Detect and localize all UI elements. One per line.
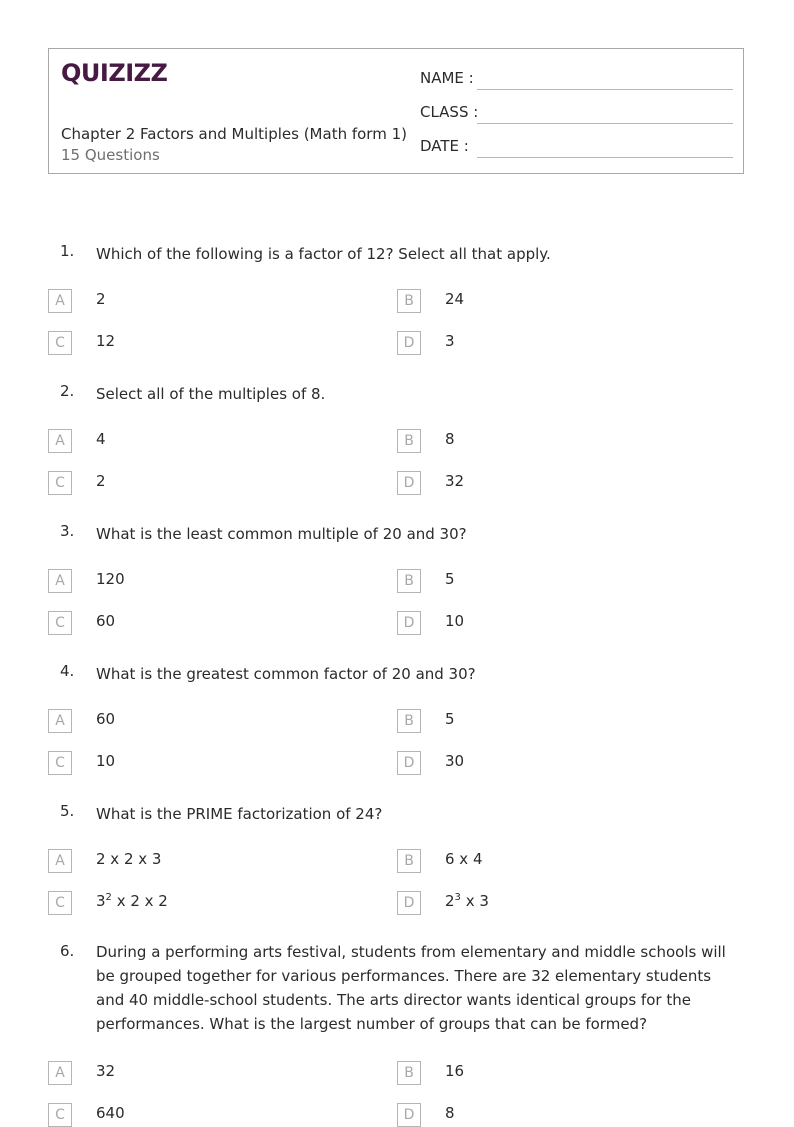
question-text: What is the PRIME factorization of 24? [96, 805, 383, 823]
option-letter[interactable]: D [397, 611, 421, 635]
name-field[interactable] [420, 69, 733, 89]
question-number: 2. [60, 382, 75, 400]
option-value: 2 [96, 472, 106, 490]
option-letter[interactable]: A [48, 849, 72, 873]
option-letter[interactable]: A [48, 709, 72, 733]
option-value [96, 892, 168, 910]
option-value: 16 [445, 1062, 465, 1080]
option-letter[interactable]: B [397, 289, 421, 313]
expression-rest: x 2 x 2 [111, 892, 168, 910]
question-number: 3. [60, 522, 75, 540]
option-letter[interactable]: B [397, 849, 421, 873]
date-line[interactable] [477, 157, 733, 158]
option-letter[interactable]: C [48, 1103, 72, 1127]
option-value: 6 x 4 [445, 850, 483, 868]
question-number: 4. [60, 662, 75, 680]
exponent: 3 [454, 892, 461, 903]
name-line[interactable] [477, 89, 733, 90]
option-value: 4 [96, 430, 106, 448]
option-value: 8 [445, 1104, 455, 1122]
option-value: 5 [445, 710, 455, 728]
option-letter[interactable]: B [397, 429, 421, 453]
question-number: 5. [60, 802, 75, 820]
option-value: 3 [445, 332, 455, 350]
option-letter[interactable]: C [48, 751, 72, 775]
question-text: Which of the following is a factor of 12? Select all that apply. [96, 245, 551, 263]
class-line[interactable] [477, 123, 733, 124]
option-value: 2 [96, 290, 106, 308]
option-letter[interactable]: D [397, 471, 421, 495]
date-label: DATE : [420, 137, 469, 155]
option-value: 10 [96, 752, 116, 770]
quizizz-logo: QUIZIZZ [61, 59, 168, 87]
expression-rest: x 3 [460, 892, 489, 910]
option-letter[interactable]: A [48, 429, 72, 453]
option-letter[interactable]: D [397, 751, 421, 775]
question-text: What is the least common multiple of 20 and 30? [96, 525, 467, 543]
option-letter[interactable]: C [48, 611, 72, 635]
question-text: What is the greatest common factor of 20 and 30? [96, 665, 476, 683]
option-letter[interactable]: B [397, 709, 421, 733]
question-number: 6. [60, 942, 75, 960]
option-letter[interactable]: C [48, 891, 72, 915]
option-value: 120 [96, 570, 125, 588]
question-count: 15 Questions [61, 146, 160, 164]
worksheet-header [48, 48, 744, 174]
option-letter[interactable]: B [397, 1061, 421, 1085]
class-field[interactable] [420, 103, 733, 123]
exponent-base: 2 [445, 892, 455, 910]
option-letter[interactable]: A [48, 289, 72, 313]
option-letter[interactable]: C [48, 471, 72, 495]
option-letter[interactable]: A [48, 1061, 72, 1085]
option-value: 32 [445, 472, 465, 490]
option-value [445, 892, 489, 910]
option-value: 32 [96, 1062, 116, 1080]
name-label: NAME : [420, 69, 474, 87]
option-value: 24 [445, 290, 465, 308]
option-value: 10 [445, 612, 465, 630]
option-value: 60 [96, 710, 116, 728]
option-value: 8 [445, 430, 455, 448]
option-value: 640 [96, 1104, 125, 1122]
exponent-base: 3 [96, 892, 106, 910]
option-letter[interactable]: D [397, 331, 421, 355]
worksheet-title: Chapter 2 Factors and Multiples (Math form 1) [61, 125, 407, 143]
question-text: During a performing arts festival, students from elementary and middle schools will be grouped together for various performances. There are 32 elementary students and 40 middle-school students. The arts director wants identical groups for the performances. What is the largest number of groups that can be formed? [96, 943, 726, 1033]
date-field[interactable] [420, 137, 733, 157]
option-letter[interactable]: C [48, 331, 72, 355]
option-value: 2 x 2 x 3 [96, 850, 162, 868]
question-text: Select all of the multiples of 8. [96, 385, 326, 403]
exponent: 2 [105, 892, 112, 903]
question-number: 1. [60, 242, 75, 260]
option-letter[interactable]: A [48, 569, 72, 593]
class-label: CLASS : [420, 103, 479, 121]
option-letter[interactable]: D [397, 891, 421, 915]
option-letter[interactable]: B [397, 569, 421, 593]
option-value: 12 [96, 332, 116, 350]
option-letter[interactable]: D [397, 1103, 421, 1127]
option-value: 60 [96, 612, 116, 630]
option-value: 5 [445, 570, 455, 588]
option-value: 30 [445, 752, 465, 770]
